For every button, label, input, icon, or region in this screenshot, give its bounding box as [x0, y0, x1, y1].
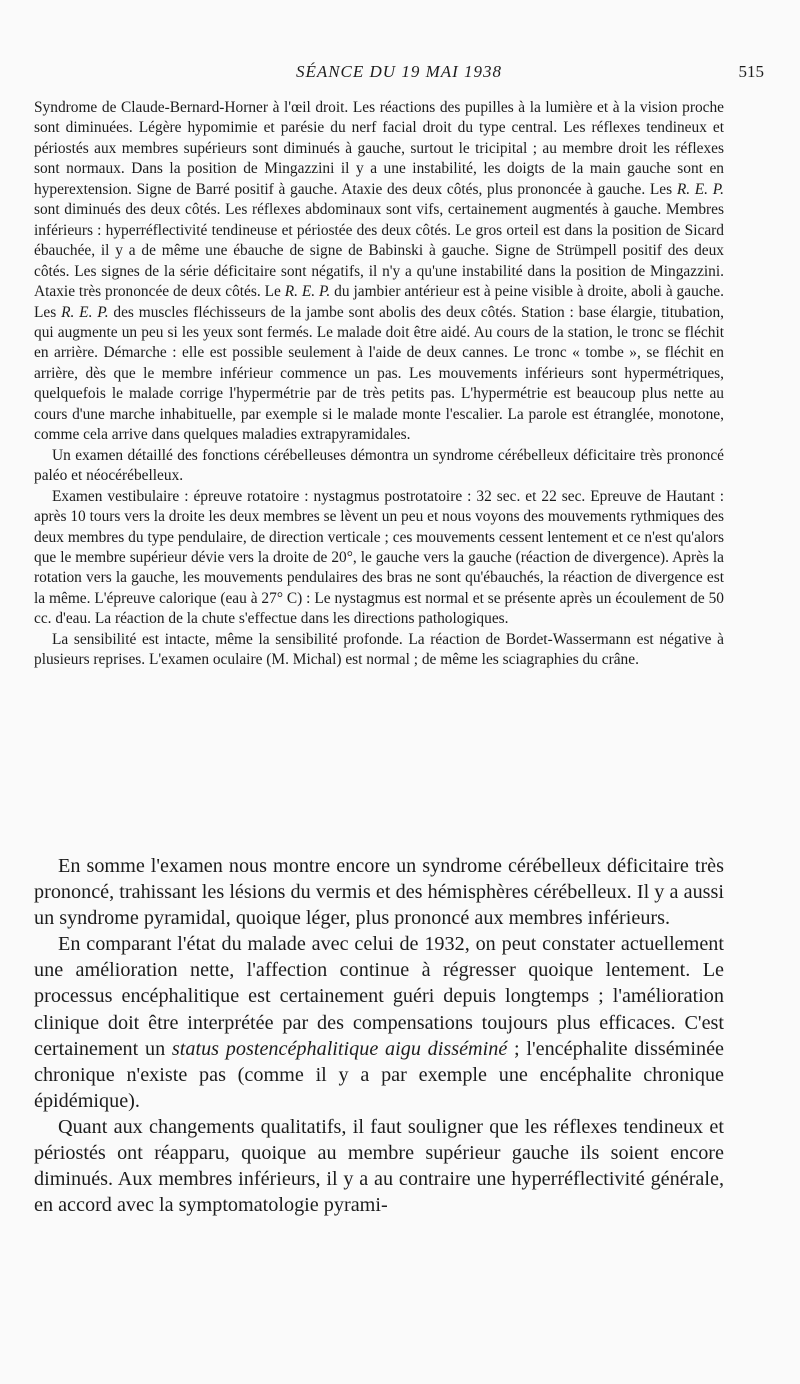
- page-header: [34, 62, 764, 86]
- clinical-notes: [34, 98, 724, 671]
- paragraph-vestibular-exam: Examen vestibulaire : épreuve rotatoire : nystagmus postrotatoire : 32 sec. et 22 sec. Epreuve de Hautant : après 10 tours vers la droite les deux membres se lèvent un peu et nous voyons des mouvements rythmiques des deux membres du type pendulaire, de direction verticale ; ces mouvements cessent lentement et ce n'est qu'alors que le membre supérieur dévie vers la droite de 20°, le gauche vers la gauche (réaction de divergence). Après la rotation vers la gauche, les mouvements pendulaires des bras ne sont qu'ébauchés, la réaction de divergence est la même. L'épreuve calorique (eau à 27° C) : Le nystagmus est normal et se présente après un écoulement de 50 cc. d'eau. La réaction de la chute s'effectue dans les directions pathologiques.: [34, 487, 724, 628]
- paragraph-cerebellar-exam: Un examen détaillé des fonctions cérébelleuses démontra un syndrome cérébelleux déficitaire très prononcé paléo et néocérébelleux.: [34, 446, 724, 485]
- discussion-text: [34, 853, 724, 1218]
- running-title: SÉANCE DU 19 MAI 1938: [295, 62, 503, 81]
- paragraph-qualitative-changes: Quant aux changements qualitatifs, il faut souligner que les réflexes tendineux et périostés ont réapparu, quoique au membre supérieur gauche ils soient encore diminués. Aux membres inférieurs, il y a au contraire une hyperréflectivité générale, en accord avec la symptomatologie pyrami-: [34, 1115, 724, 1217]
- paragraph-case-findings: Syndrome de Claude-Bernard-Horner à l'œil droit. Les réactions des pupilles à la lumière et à la vision proche sont diminuées. Légère hypomimie et parésie du nerf facial droit du type central. Les réflexes tendineux et périostés aux membres supérieurs sont diminués à gauche, surtout le tricipital ; au membre droit les réflexes sont normaux. Dans la position de Mingazzini il y a une instabilité, les doigts de la main gauche sont en hyperextension. Signe de Barré positif à gauche. Ataxie des deux côtés, plus prononcée à gauche. Les R. E. P. sont diminués des deux côtés. Les réflexes abdominaux sont vifs, certainement augmentés à gauche. Membres inférieurs : hyperréflectivité tendineuse et périostée des deux côtés. Le gros orteil est dans la position de Sicard ébauchée, il y a de même une ébauche de signe de Babinski à gauche. Signe de Strümpell positif des deux côtés. Les signes de la série déficitaire sont négatifs, il n'y a qu'une instabilité dans la position de Mingazzini. Ataxie très prononcée de deux côtés. Le R. E. P. du jambier antérieur est à peine visible à droite, aboli à gauche. Les R. E. P. des muscles fléchisseurs de la jambe sont abolis des deux côtés. Station : base élargie, titubation, qui augmente un peu si les yeux sont fermés. Le malade doit être aidé. Au cours de la station, le tronc se fléchit en arrière. Démarche : elle est possible seulement à l'aide de deux cannes. Le tronc « tombe », se fléchit en arrière, dès que le membre inférieur commence un pas. Les mouvements inférieurs sont hypermétriques, quelquefois le malade corrige l'hypermétrie par de très petits pas. L'hypermétrie est beaucoup plus nette au cours d'une marche inhabituelle, par exemple si le malade monte l'escalier. La parole est étranglée, monotone, comme cela arrive dans quelques maladies extrapyramidales.: [34, 99, 724, 444]
- page-number: 515: [738, 62, 764, 81]
- paragraph-comparison: En comparant l'état du malade avec celui de 1932, on peut constater actuellement une amélioration nette, l'affection continue à régresser quoique lentement. Le processus encéphalitique est certainement guéri depuis longtemps ; l'amélioration clinique doit être interprétée par des compensations toujours plus efficaces. C'est certainement un status postencéphalitique aigu disséminé ; l'encéphalite disséminée chronique n'existe pas (comme il y a par exemple une encéphalite chronique épidémique).: [34, 933, 724, 1112]
- paragraph-sensibility: La sensibilité est intacte, même la sensibilité profonde. La réaction de Bordet-Wassermann est négative à plusieurs reprises. L'examen oculaire (M. Michal) est normal ; de même les sciagraphies du crâne.: [34, 630, 724, 669]
- paragraph-summary: En somme l'examen nous montre encore un syndrome cérébelleux déficitaire très prononcé, trahissant les lésions du vermis et des hémisphères cérébelleux. Il y a aussi un syndrome pyramidal, quoique léger, plus prononcé aux membres inférieurs.: [34, 855, 724, 930]
